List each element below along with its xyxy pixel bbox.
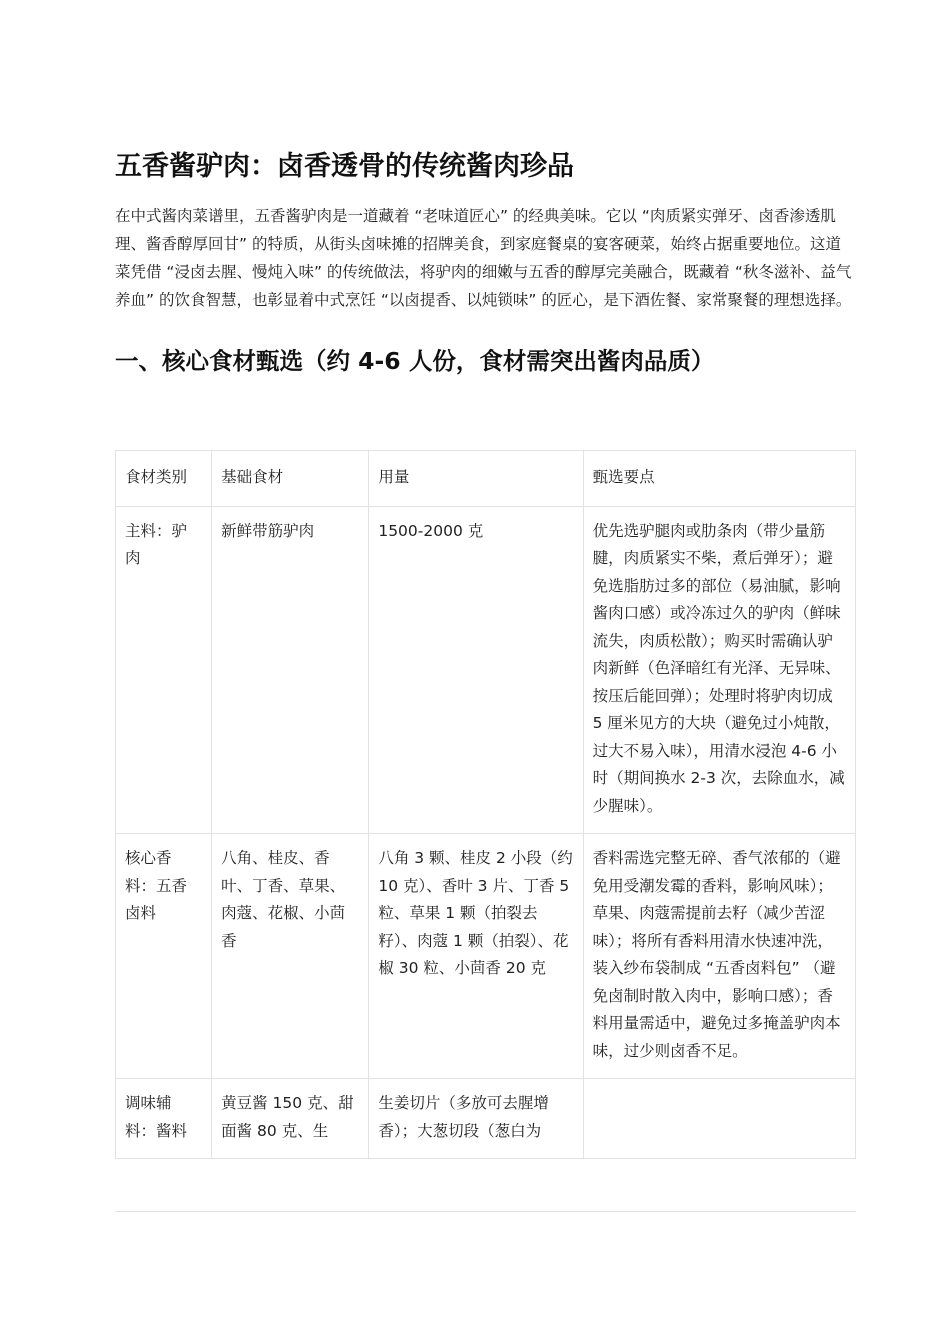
cell-amount: 生姜切片（多放可去腥增香）；大葱切段（葱白为	[369, 1079, 583, 1159]
header-tips: 甄选要点	[583, 451, 855, 507]
cell-category: 调味辅料：酱料	[116, 1079, 212, 1159]
header-ingredient: 基础食材	[212, 451, 369, 507]
table-row	[116, 834, 856, 1079]
cell-category: 主料：驴肉	[116, 506, 212, 834]
cell-tips	[583, 1079, 855, 1159]
section-heading-ingredients: 一、核心食材甄选（约 4-6 人份，食材需突出酱肉品质）	[115, 347, 715, 375]
table-header-row	[116, 451, 856, 507]
cell-tips: 香料需选完整无碎、香气浓郁的（避免用受潮发霉的香料，影响风味）；草果、肉蔻需提前去籽（减少苦涩味）；将所有香料用清水快速冲洗，装入纱布袋制成 “五香卤料包” （避免卤制时散入肉中，影响口感）；香料用量需适中，避免过多掩盖驴肉本味，过少则卤香不足。	[583, 834, 855, 1079]
document-page	[115, 148, 855, 1140]
cell-category: 核心香料：五香卤料	[116, 834, 212, 1079]
page-title: 五香酱驴肉：卤香透骨的传统酱肉珍品	[115, 151, 574, 182]
ingredients-table-container	[115, 450, 856, 1212]
table-row	[116, 506, 856, 834]
cell-tips: 优先选驴腿肉或肋条肉（带少量筋腱，肉质紧实不柴，煮后弹牙）；避免选脂肪过多的部位（易油腻，影响酱肉口感）或冷冻过久的驴肉（鲜味流失，肉质松散）；购买时需确认驴肉新鲜（色泽暗红有光泽、无异味、按压后能回弹）；处理时将驴肉切成 5 厘米见方的大块（避免过小炖散，过大不易入味），用清水浸泡 4-6 小时（期间换水 2-3 次，去除血水，减少腥味）。	[583, 506, 855, 834]
header-amount: 用量	[369, 451, 583, 507]
ingredients-table	[115, 450, 856, 1159]
header-category: 食材类别	[116, 451, 212, 507]
table-row	[116, 1079, 856, 1159]
cell-ingredient: 黄豆酱 150 克、甜面酱 80 克、生	[212, 1079, 369, 1159]
cell-amount: 八角 3 颗、桂皮 2 小段（约 10 克）、香叶 3 片、丁香 5 粒、草果 1 颗（拍裂去籽）、肉蔻 1 颗（拍裂）、花椒 30 粒、小茴香 20 克	[369, 834, 583, 1079]
cell-amount: 1500-2000 克	[369, 506, 583, 834]
intro-paragraph: 在中式酱肉菜谱里，五香酱驴肉是一道藏着 “老味道匠心” 的经典美味。它以 “肉质紧实弹牙、卤香渗透肌理、酱香醇厚回甘” 的特质，从街头卤味摊的招牌美食，到家庭餐桌的宴客硬菜，始终占据重要地位。这道菜凭借 “浸卤去腥、慢炖入味” 的传统做法，将驴肉的细嫩与五香的醇厚完美融合，既藏着 “秋冬滋补、益气养血” 的饮食智慧，也彰显着中式烹饪 “以卤提香、以炖锁味” 的匠心，是下酒佐餐、家常聚餐的理想选择。	[115, 207, 852, 309]
cell-ingredient: 八角、桂皮、香叶、丁香、草果、肉蔻、花椒、小茴香	[212, 834, 369, 1079]
cell-ingredient: 新鲜带筋驴肉	[212, 506, 369, 834]
